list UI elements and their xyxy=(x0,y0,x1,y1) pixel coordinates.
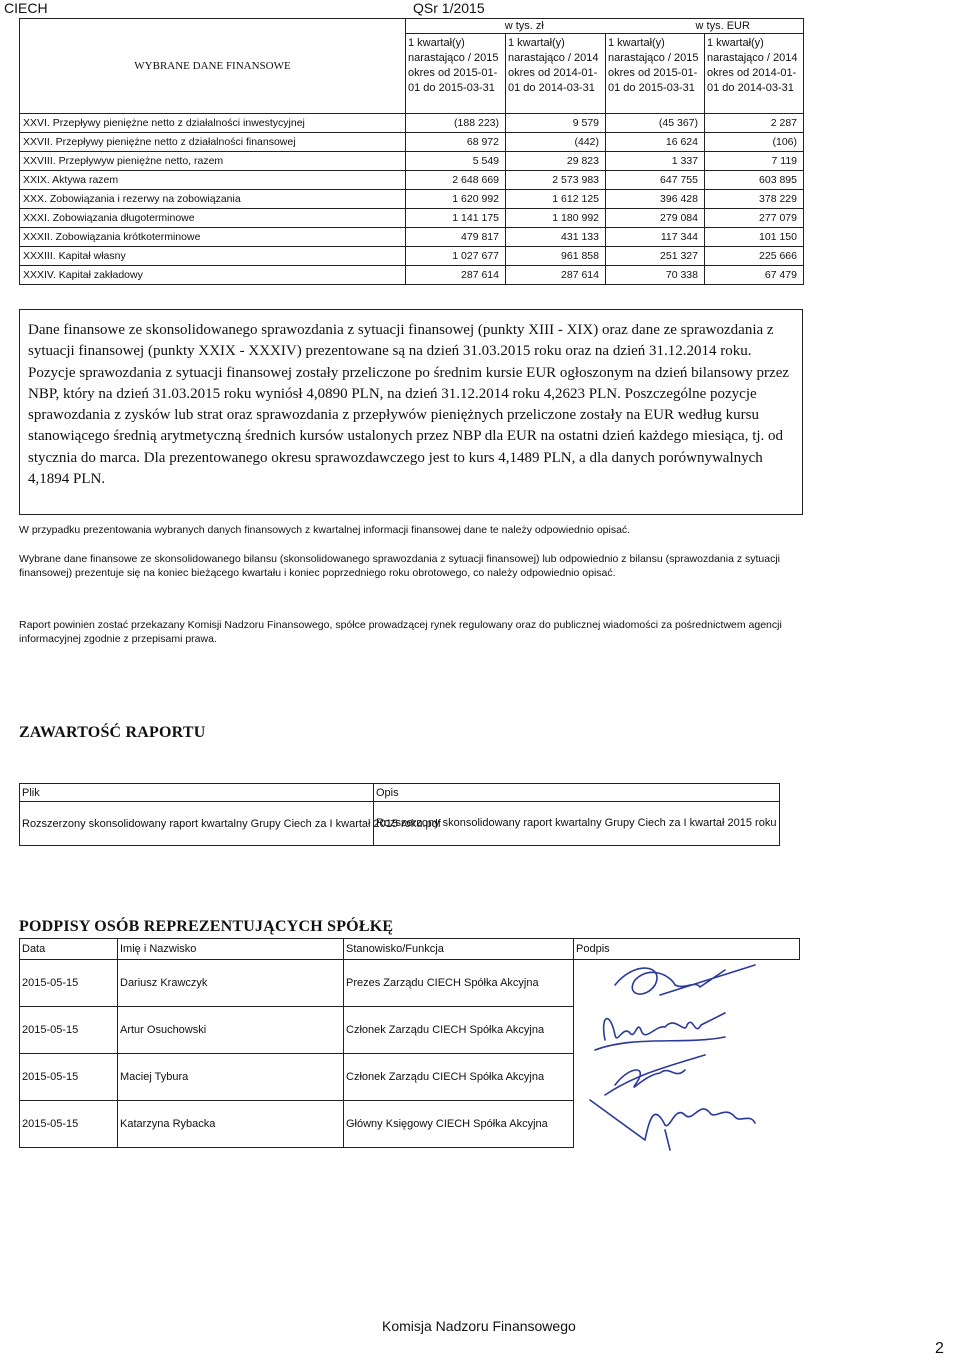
period-header: 1 kwartał(y) narastająco / 2015 okres od 2015-01-01 do 2015-03-31 xyxy=(606,34,705,114)
col-header-desc: Opis xyxy=(374,784,780,802)
attachment-file-link[interactable]: Rozszerzony skonsolidowany raport kwartalny Grupy Ciech za I kwartał 2015 roku.pdf xyxy=(20,802,374,846)
instruction-paragraph: W przypadku prezentowania wybranych danych finansowych z kwartalnej informacji finansowej dane te należy odpowiednio opisać. xyxy=(19,524,631,536)
table-row xyxy=(20,228,804,247)
signer-role: Prezes Zarządu CIECH Spółka Akcyjna xyxy=(344,960,574,1007)
row-value: 479 817 xyxy=(406,228,506,247)
table-row xyxy=(20,152,804,171)
row-value: (442) xyxy=(506,133,606,152)
signer-date: 2015-05-15 xyxy=(20,1054,118,1101)
row-value: 2 287 xyxy=(705,114,804,133)
financial-data-table xyxy=(19,18,804,285)
row-value: 7 119 xyxy=(705,152,804,171)
col-header-date: Data xyxy=(20,939,118,960)
row-value: 603 895 xyxy=(705,171,804,190)
signer-role: Główny Księgowy CIECH Spółka Akcyjna xyxy=(344,1101,574,1148)
row-value: 101 150 xyxy=(705,228,804,247)
row-value: 70 338 xyxy=(606,266,705,285)
row-value: 1 612 125 xyxy=(506,190,606,209)
col-header-role: Stanowisko/Funkcja xyxy=(344,939,574,960)
table-row xyxy=(20,209,804,228)
row-value: (45 367) xyxy=(606,114,705,133)
table-row xyxy=(20,266,804,285)
row-value: 647 755 xyxy=(606,171,705,190)
row-value: 378 229 xyxy=(705,190,804,209)
period-header: 1 kwartał(y) narastająco / 2014 okres od 2014-01-01 do 2014-03-31 xyxy=(506,34,606,114)
attachments-table xyxy=(19,783,780,846)
handwritten-signatures xyxy=(575,955,805,1155)
row-label: XXIX. Aktywa razem xyxy=(20,171,406,190)
row-label: XXXIV. Kapitał zakładowy xyxy=(20,266,406,285)
col-header-signature: Podpis xyxy=(574,939,800,960)
signer-date: 2015-05-15 xyxy=(20,960,118,1007)
row-value: 5 549 xyxy=(406,152,506,171)
table-title: WYBRANE DANE FINANSOWE xyxy=(20,19,406,114)
row-label: XXXIII. Kapitał własny xyxy=(20,247,406,266)
signer-name: Dariusz Krawczyk xyxy=(118,960,344,1007)
row-value: (188 223) xyxy=(406,114,506,133)
row-label: XXX. Zobowiązania i rezerwy na zobowiązania xyxy=(20,190,406,209)
row-value: 68 972 xyxy=(406,133,506,152)
row-label: XXVII. Przepływy pieniężne netto z działalności finansowej xyxy=(20,133,406,152)
table-row xyxy=(20,133,804,152)
period-header: 1 kwartał(y) narastająco / 2015 okres od 2015-01-01 do 2015-03-31 xyxy=(406,34,506,114)
row-value: 1 027 677 xyxy=(406,247,506,266)
row-value: 279 084 xyxy=(606,209,705,228)
row-value: (106) xyxy=(705,133,804,152)
header-company: CIECH xyxy=(4,0,48,16)
row-value: 287 614 xyxy=(506,266,606,285)
header-report-id: QSr 1/2015 xyxy=(413,0,485,16)
signer-name: Katarzyna Rybacka xyxy=(118,1101,344,1148)
row-value: 67 479 xyxy=(705,266,804,285)
row-value: 1 141 175 xyxy=(406,209,506,228)
footer-text: Komisja Nadzoru Finansowego xyxy=(382,1318,576,1334)
signer-date: 2015-05-15 xyxy=(20,1007,118,1054)
row-value: 9 579 xyxy=(506,114,606,133)
signer-role: Członek Zarządu CIECH Spółka Akcyjna xyxy=(344,1007,574,1054)
signer-name: Maciej Tybura xyxy=(118,1054,344,1101)
signer-name: Artur Osuchowski xyxy=(118,1007,344,1054)
period-header: 1 kwartał(y) narastająco / 2014 okres od 2014-01-01 do 2014-03-31 xyxy=(705,34,804,114)
row-value: 1 337 xyxy=(606,152,705,171)
table-row xyxy=(20,247,804,266)
signer-role: Członek Zarządu CIECH Spółka Akcyjna xyxy=(344,1054,574,1101)
row-value: 2 573 983 xyxy=(506,171,606,190)
exchange-rate-note: Dane finansowe ze skonsolidowanego sprawozdania z sytuacji finansowej (punkty XIII - XIX) oraz dane ze sprawozdania z sytuacji finansowej (punkty XXIX - XXXIV) prezentowane są na dzień 31.03.2015 roku oraz na dzień 31.12.2014 roku. Pozycje sprawozdania z sytuacji finansowej zostały przeliczone po średnim kursie EUR ogłoszonym na dzień bilansowy przez NBP, który na dzień 31.03.2015 roku wyniósł 4,0890 PLN, na dzień 31.12.2014 roku 4,2623 PLN. Poszczególne pozycje sprawozdania z zysków lub strat oraz sprawozdania z przepływów pieniężnych przeliczone zostały na EUR według kursu stanowiącego średnią arytmetyczną średnich kursów ustalonych przez NBP dla EUR na ostatni dzień każdego miesiąca, tj. od stycznia do marca. Dla prezentowanego okresu sprawozdawczego jest to kurs 4,1489 PLN, a dla danych porównywalnych 4,1894 PLN. xyxy=(19,309,803,515)
col-header-name: Imię i Nazwisko xyxy=(118,939,344,960)
row-value: 396 428 xyxy=(606,190,705,209)
attachment-description: Rozszerzony skonsolidowany raport kwartalny Grupy Ciech za I kwartał 2015 roku xyxy=(374,802,780,846)
table-row xyxy=(20,190,804,209)
table-row xyxy=(20,171,804,190)
row-value: 1 180 992 xyxy=(506,209,606,228)
unit-pln: w tys. zł xyxy=(406,19,606,34)
row-value: 29 823 xyxy=(506,152,606,171)
row-value: 117 344 xyxy=(606,228,705,247)
row-label: XXVIII. Przepływyw pieniężne netto, razem xyxy=(20,152,406,171)
row-value: 277 079 xyxy=(705,209,804,228)
page-number: 2 xyxy=(935,1340,944,1357)
row-value: 1 620 992 xyxy=(406,190,506,209)
row-label: XXVI. Przepływy pieniężne netto z działalności inwestycyjnej xyxy=(20,114,406,133)
row-value: 431 133 xyxy=(506,228,606,247)
row-label: XXXI. Zobowiązania długoterminowe xyxy=(20,209,406,228)
row-value: 2 648 669 xyxy=(406,171,506,190)
instruction-paragraph: Wybrane dane finansowe ze skonsolidowanego bilansu (skonsolidowanego sprawozdania z sytuacji finansowej) lub odpowiednio z bilansu (sprawozdania z sytuacji finansowej) prezentuje się na koniec bieżącego kwartału i koniec poprzedniego roku obrotowego, co należy odpowiednio opisać. xyxy=(19,553,781,579)
contents-heading: ZAWARTOŚĆ RAPORTU xyxy=(19,724,206,741)
unit-eur: w tys. EUR xyxy=(606,19,804,34)
row-label: XXXII. Zobowiązania krótkoterminowe xyxy=(20,228,406,247)
table-row xyxy=(20,114,804,133)
signer-date: 2015-05-15 xyxy=(20,1101,118,1148)
row-value: 251 327 xyxy=(606,247,705,266)
row-value: 287 614 xyxy=(406,266,506,285)
col-header-file: Plik xyxy=(20,784,374,802)
signatures-heading: PODPISY OSÓB REPREZENTUJĄCYCH SPÓŁKĘ xyxy=(19,918,394,935)
row-value: 16 624 xyxy=(606,133,705,152)
row-value: 225 666 xyxy=(705,247,804,266)
instruction-paragraph: Raport powinien zostać przekazany Komisji Nadzoru Finansowego, spółce prowadzącej rynek regulowany oraz do publicznej wiadomości za pośrednictwem agencji informacyjnej zgodnie z przepisami prawa. xyxy=(19,619,782,645)
row-value: 961 858 xyxy=(506,247,606,266)
